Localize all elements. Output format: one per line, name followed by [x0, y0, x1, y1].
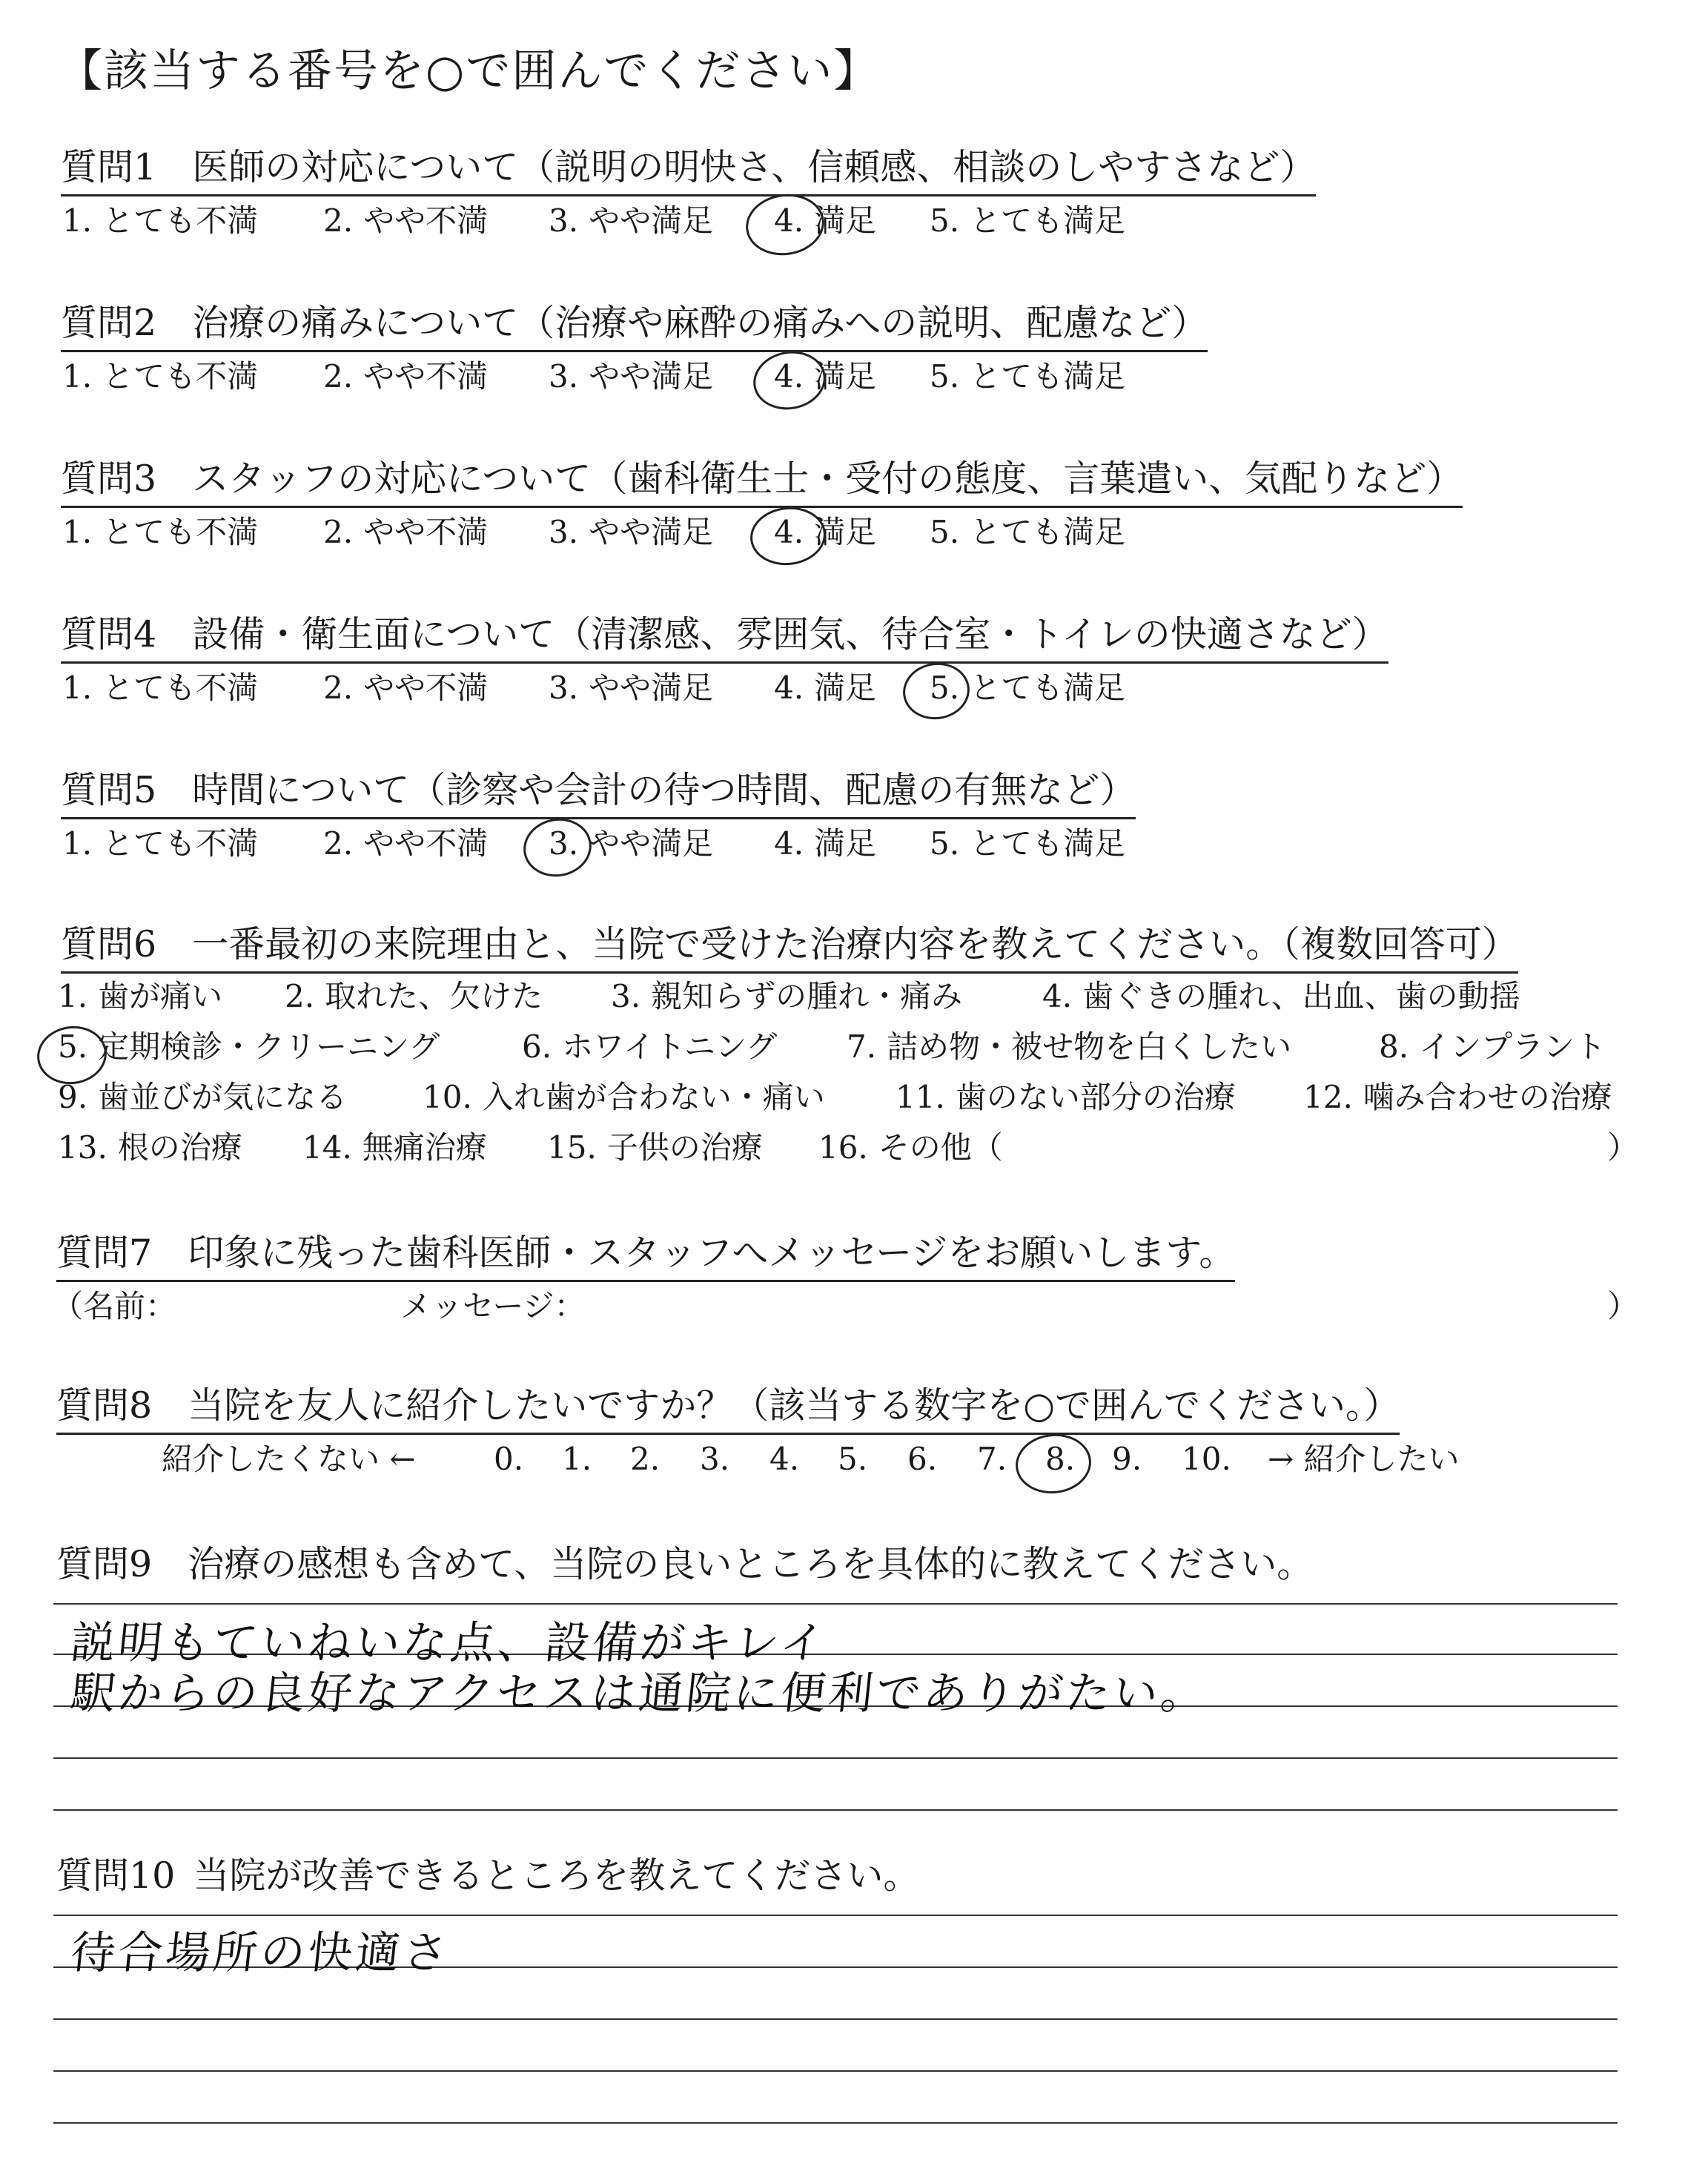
- q6-option-5-label: 定期検診・クリーニング: [98, 1028, 440, 1065]
- option-5-label: とても満足: [970, 202, 1126, 239]
- answer-line: [53, 1915, 1618, 1916]
- q6-option-5-number[interactable]: 5.: [58, 1028, 88, 1065]
- scale-9[interactable]: 9.: [1112, 1441, 1142, 1477]
- question-10-heading: [56, 1854, 919, 1903]
- q6-other-close-paren: ）: [1607, 1129, 1639, 1166]
- option-3-number[interactable]: 3.: [549, 202, 579, 239]
- scale-5[interactable]: 5.: [838, 1441, 868, 1477]
- option-3-number[interactable]: 3.: [549, 514, 579, 550]
- option-1-label: とても不満: [102, 202, 259, 239]
- q6-option-7-number[interactable]: 7.: [847, 1028, 877, 1065]
- option-4-number[interactable]: 4.: [774, 670, 804, 706]
- question-8-label: 質問8: [56, 1384, 153, 1427]
- scale-7[interactable]: 7.: [977, 1441, 1007, 1477]
- option-1-label: とても不満: [102, 670, 259, 706]
- question-5-text: 時間について（診察や会計の待つ時間、配慮の有無など）: [192, 769, 1136, 811]
- option-2-label: やや不満: [363, 358, 489, 394]
- q6-option-9-number[interactable]: 9.: [58, 1079, 88, 1115]
- q6-option-3-number[interactable]: 3.: [611, 978, 641, 1014]
- q6-option-6-number[interactable]: 6.: [522, 1028, 552, 1065]
- scale-8[interactable]: 8.: [1045, 1441, 1076, 1477]
- option-2-label: やや不満: [363, 202, 489, 239]
- scale-0[interactable]: 0.: [494, 1441, 524, 1477]
- q6-option-6-label: ホワイトニング: [562, 1028, 778, 1065]
- answer-line: [53, 2122, 1618, 2124]
- question-9-text: 治療の感想も含めて、当院の良いところを具体的に教えてください。: [188, 1543, 1314, 1585]
- q6-option-12-label: 噛み合わせの治療: [1363, 1079, 1612, 1115]
- option-1-number[interactable]: 1.: [62, 514, 93, 550]
- q9-handwritten-answer-line-2: 駅からの良好なアクセスは通院に便利でありがたい。: [67, 1668, 1211, 1720]
- option-4-label: 満足: [814, 202, 877, 239]
- scale-4[interactable]: 4.: [769, 1441, 800, 1477]
- option-3-label: やや満足: [589, 670, 714, 706]
- question-7-text: 印象に残った歯科医師・スタッフへメッセージをお願いします。: [188, 1232, 1236, 1274]
- option-5-number[interactable]: 5.: [930, 670, 960, 706]
- option-2-number[interactable]: 2.: [323, 670, 354, 706]
- option-5-number[interactable]: 5.: [930, 358, 960, 394]
- question-1-label: 質問1: [61, 146, 157, 188]
- q6-option-12-number[interactable]: 12.: [1303, 1079, 1353, 1115]
- question-3-text: スタッフの対応について（歯科衛生士・受付の態度、言葉遣い、気配りなど）: [192, 458, 1463, 500]
- q6-option-10-label: 入れ歯が合わない・痛い: [482, 1079, 825, 1115]
- option-5-number[interactable]: 5.: [930, 202, 960, 239]
- scale-left-label: 紹介したくない ←: [162, 1441, 416, 1477]
- q6-option-3-label: 親知らずの腫れ・痛み: [651, 978, 963, 1014]
- option-2-label: やや不満: [363, 825, 489, 862]
- question-1-text: 医師の対応について（説明の明快さ、信頼感、相談のしやすさなど）: [192, 146, 1317, 188]
- question-3-heading: [61, 457, 1463, 508]
- question-6-label: 質問6: [61, 923, 157, 965]
- q6-option-7-label: 詰め物・被せ物を白くしたい: [887, 1028, 1292, 1065]
- question-8-text: 当院を友人に紹介したいですか？（該当する数字を○で囲んでください。）: [188, 1384, 1400, 1427]
- question-6-options: [58, 977, 1659, 1170]
- name-field-label: （名前：: [52, 1288, 177, 1324]
- scale-6[interactable]: 6.: [907, 1441, 938, 1477]
- scale-right-label: → 紹介したい: [1268, 1441, 1460, 1477]
- scale-2[interactable]: 2.: [630, 1441, 661, 1477]
- option-3-label: やや満足: [589, 358, 714, 394]
- option-3-label: やや満足: [589, 202, 714, 239]
- q6-option-15-number[interactable]: 15.: [547, 1129, 597, 1166]
- option-1-number[interactable]: 1.: [62, 670, 93, 706]
- option-5-label: とても満足: [970, 358, 1126, 394]
- q6-option-11-label: 歯のない部分の治療: [955, 1079, 1236, 1115]
- question-2-heading: [61, 301, 1208, 352]
- answer-line: [53, 1603, 1618, 1605]
- option-4-number[interactable]: 4.: [774, 825, 804, 862]
- q6-option-9-label: 歯並びが気になる: [98, 1079, 348, 1115]
- question-10-label: 質問10: [56, 1855, 176, 1897]
- option-1-label: とても不満: [102, 825, 259, 862]
- option-3-label: やや満足: [589, 514, 714, 550]
- option-2-label: やや不満: [363, 514, 489, 550]
- option-5-label: とても満足: [970, 514, 1126, 550]
- question-8-heading: [56, 1384, 1400, 1435]
- scale-1[interactable]: 1.: [562, 1441, 592, 1477]
- option-4-number[interactable]: 4.: [774, 514, 804, 550]
- q6-option-11-number[interactable]: 11.: [896, 1079, 945, 1115]
- q6-option-16-label: その他（: [878, 1129, 1003, 1166]
- question-7-heading: [56, 1231, 1235, 1282]
- q6-option-14-label: 無痛治療: [362, 1129, 487, 1166]
- option-4-label: 満足: [814, 358, 877, 394]
- q6-option-8-label: インプラント: [1419, 1028, 1606, 1065]
- q6-option-2-label: 取れた、欠けた: [325, 978, 543, 1014]
- question-2-text: 治療の痛みについて（治療や麻酔の痛みへの説明、配慮など）: [192, 302, 1208, 344]
- q6-option-4-label: 歯ぐきの腫れ、出血、歯の動揺: [1082, 978, 1520, 1014]
- option-5-number[interactable]: 5.: [930, 825, 960, 862]
- q6-option-15-label: 子供の治療: [606, 1129, 763, 1166]
- option-1-number[interactable]: 1.: [62, 358, 93, 394]
- option-1-label: とても不満: [102, 514, 259, 550]
- scale-3[interactable]: 3.: [700, 1441, 730, 1477]
- option-2-number[interactable]: 2.: [323, 514, 354, 550]
- option-4-number[interactable]: 4.: [774, 358, 804, 394]
- q6-option-8-number[interactable]: 8.: [1379, 1028, 1409, 1065]
- question-4-text: 設備・衛生面について（清潔感、雰囲気、待合室・トイレの快適さなど）: [192, 613, 1388, 655]
- q6-option-13-label: 根の治療: [117, 1129, 242, 1166]
- option-3-number[interactable]: 3.: [549, 825, 579, 862]
- q10-handwritten-answer-line-1: 待合場所の快適さ: [67, 1927, 454, 1979]
- q9-handwritten-answer-line-1: 説明もていねいな点、設備がキレイ: [67, 1617, 830, 1669]
- option-1-label: とても不満: [102, 358, 259, 394]
- option-3-number[interactable]: 3.: [549, 358, 579, 394]
- question-10-text: 当院が改善できるところを教えてください。: [193, 1855, 920, 1897]
- q6-option-1-label: 歯が痛い: [98, 978, 223, 1014]
- option-4-label: 満足: [814, 670, 877, 706]
- option-1-number[interactable]: 1.: [62, 202, 93, 239]
- answer-line: [53, 2018, 1618, 2020]
- option-3-label: やや満足: [589, 825, 714, 862]
- scale-10[interactable]: 10.: [1182, 1441, 1231, 1477]
- question-5-heading: [61, 768, 1136, 819]
- option-2-number[interactable]: 2.: [323, 825, 354, 862]
- option-5-label: とても満足: [970, 825, 1126, 862]
- question-7-label: 質問7: [56, 1232, 153, 1274]
- q6-option-4-number[interactable]: 4.: [1042, 978, 1073, 1014]
- q6-option-1-number[interactable]: 1.: [58, 978, 88, 1014]
- answer-line: [53, 1757, 1618, 1759]
- message-field-label: メッセージ：: [400, 1288, 586, 1324]
- question-3-label: 質問3: [61, 458, 157, 500]
- q6-option-10-number[interactable]: 10.: [423, 1079, 472, 1115]
- question-6-heading: [61, 922, 1518, 974]
- question-1-heading: [61, 145, 1316, 196]
- option-4-label: 満足: [814, 514, 877, 550]
- option-5-number[interactable]: 5.: [930, 514, 960, 550]
- form-header: 【該当する番号を○で囲んでください】: [58, 45, 880, 97]
- option-1-number[interactable]: 1.: [62, 825, 93, 862]
- message-close-paren: ）: [1607, 1288, 1639, 1324]
- option-2-number[interactable]: 2.: [323, 202, 354, 239]
- answer-line: [53, 1809, 1618, 1811]
- q6-option-2-number[interactable]: 2.: [285, 978, 315, 1014]
- answer-line: [53, 2070, 1618, 2072]
- option-2-label: やや不満: [363, 670, 489, 706]
- question-5-label: 質問5: [61, 769, 157, 811]
- q6-option-13-number[interactable]: 13.: [58, 1129, 107, 1166]
- question-9-label: 質問9: [56, 1543, 153, 1585]
- question-7-fields: [52, 1287, 176, 1326]
- q6-option-14-number[interactable]: 14.: [302, 1129, 352, 1166]
- option-5-label: とても満足: [970, 670, 1126, 706]
- question-9-heading: [56, 1542, 1313, 1591]
- option-3-number[interactable]: 3.: [549, 670, 579, 706]
- option-2-number[interactable]: 2.: [323, 358, 354, 394]
- question-8-scale: [162, 1440, 1570, 1484]
- option-4-label: 満足: [814, 825, 877, 862]
- question-4-label: 質問4: [61, 613, 157, 655]
- question-6-text: 一番最初の来院理由と、当院で受けた治療内容を教えてください。（複数回答可）: [192, 923, 1518, 965]
- question-2-label: 質問2: [61, 302, 157, 344]
- option-4-number[interactable]: 4.: [774, 202, 804, 239]
- question-4-heading: [61, 612, 1388, 664]
- q6-option-16-number[interactable]: 16.: [818, 1129, 868, 1166]
